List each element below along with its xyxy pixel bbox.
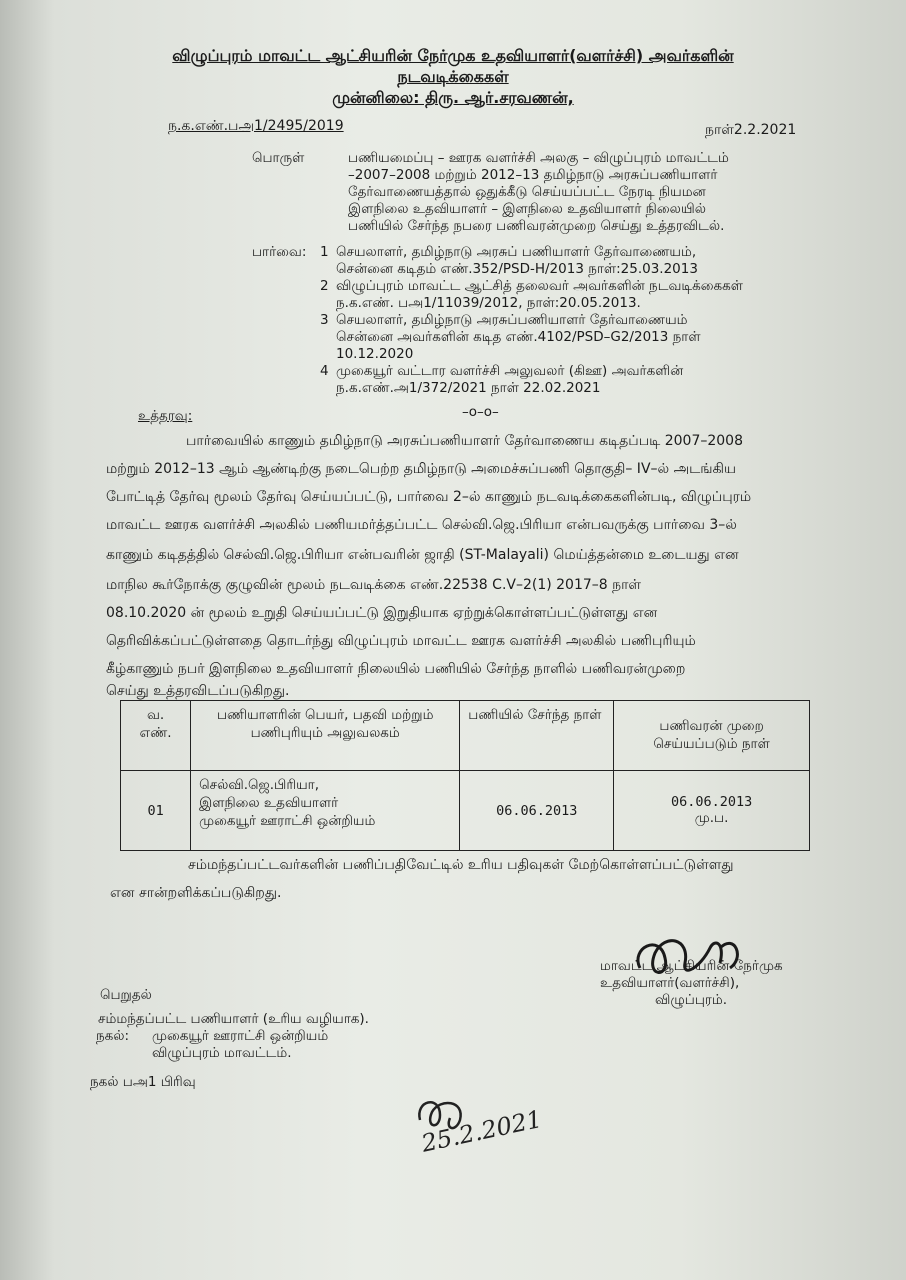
header-serial: வ. எண். bbox=[121, 701, 191, 771]
subject-text: பணியமைப்பு – ஊரக வளர்ச்சி அலகு – விழுப்புரம் மாவட்டம் –2007–2008 மற்றும் 2012–13 தமிழ்நாடு அரசுப்பணியாளர் தேர்வாணையத்தால் ஒதுக்கீடு செய்யப்பட்ட நேரடி நியமன இளநிலை உதவியாளர் – இளநிலை உதவியாளர் நிலையில் பணியில் சேர்ந்த நபரை பணிவரன்முறை செய்து உத்தரவிடல். bbox=[348, 150, 729, 234]
reference-list bbox=[320, 244, 743, 397]
reference-number: ந.க.எண்.பஅ1/2495/2019 bbox=[168, 118, 344, 134]
separator: –o–o– bbox=[462, 404, 499, 420]
cell-regularised: 06.06.2013 மு.ப. bbox=[614, 771, 810, 851]
order-paragraph-line: 08.10.2020 ன் மூலம் உறுதி செய்யப்பட்டு இறுதியாக ஏற்றுக்கொள்ளப்பட்டுள்ளது என bbox=[106, 605, 658, 621]
header-joined: பணியில் சேர்ந்த நாள் bbox=[460, 701, 614, 771]
references-label: பார்வை: bbox=[252, 244, 307, 260]
signatory-block: மாவட்ட ஆட்சியரின் நேர்முக உதவியாளர்(வளர்ச்சி), விழுப்புரம். bbox=[600, 958, 783, 1008]
reference-item: 3 செயலாளர், தமிழ்நாடு அரசுப்பணியாளர் தேர்வாணையம் சென்னை அவர்களின் கடித எண்.4102/PSD–G2/2013 நாள் 10.12.2020 bbox=[320, 312, 701, 362]
reference-item: 4 முகையூர் வட்டார வளர்ச்சி அலுவலர் (கிஊ) அவர்களின் ந.க.எண்.அ1/372/2021 நாள் 22.02.2021 bbox=[320, 363, 684, 396]
reference-item: 2 விழுப்புரம் மாவட்ட ஆட்சித் தலைவர் அவர்களின் நடவடிக்கைகள் ந.க.எண். பஅ1/11039/2012, நாள்:20.05.2013. bbox=[320, 278, 743, 311]
certification-line: என சான்றளிக்கப்படுகிறது. bbox=[110, 885, 282, 901]
header-title: விழுப்புரம் மாவட்ட ஆட்சியரின் நேர்முக உதவியாளர்(வளர்ச்சி) அவர்களின் bbox=[172, 46, 734, 65]
subject-label: பொருள் bbox=[252, 150, 305, 166]
handwritten-date: 25.2.2021 bbox=[419, 1104, 545, 1158]
header-presiding: முன்னிலை: திரு. ஆர்.சரவணன், bbox=[332, 88, 574, 107]
order-paragraph-line: மாநில கூர்நோக்கு குழுவின் மூலம் நடவடிக்கை எண்.22538 C.V–2(1) 2017–8 நாள் bbox=[106, 577, 642, 593]
order-label: உத்தரவு: bbox=[138, 408, 193, 424]
header-subtitle: நடவடிக்கைகள் bbox=[397, 67, 509, 86]
copy-label: நகல்: bbox=[96, 1028, 130, 1044]
order-paragraph-line: மாவட்ட ஊரக வளர்ச்சி அலகில் பணியமர்த்தப்பட்ட செல்வி.ஜெ.பிரியா என்பவருக்கு பார்வை 3–ல் bbox=[106, 517, 737, 533]
cell-name: செல்வி.ஜெ.பிரியா, இளநிலை உதவியாளர் முகையூர் ஊராட்சி ஒன்றியம் bbox=[191, 771, 460, 851]
header-regularised: பணிவரன் முறை செய்யப்படும் நாள் bbox=[614, 701, 810, 771]
office-copy: நகல் பஅ1 பிரிவு bbox=[90, 1074, 196, 1090]
header-name: பணியாளரின் பெயர், பதவி மற்றும் பணிபுரியும் அலுவலகம் bbox=[191, 701, 460, 771]
table-row bbox=[121, 771, 810, 851]
table-header-row bbox=[121, 701, 810, 771]
cell-serial: 01 bbox=[121, 771, 191, 851]
order-paragraph-line: பார்வையில் காணும் தமிழ்நாடு அரசுப்பணியாளர் தேர்வாணைய கடிதப்படி 2007–2008 bbox=[186, 433, 743, 449]
cell-joined: 06.06.2013 bbox=[460, 771, 614, 851]
reference-item: 1 செயலாளர், தமிழ்நாடு அரசுப் பணியாளர் தேர்வாணையம், சென்னை கடிதம் எண்.352/PSD-H/2013 நாள்:25.03.2013 bbox=[320, 244, 698, 277]
regularisation-table bbox=[120, 700, 810, 851]
order-paragraph-line: செய்து உத்தரவிடப்படுகிறது. bbox=[106, 683, 290, 699]
order-paragraph-line: காணும் கடிதத்தில் செல்வி.ஜெ.பிரியா என்பவரின் ஜாதி (ST-Malayali) மெய்த்தன்மை உடையது என bbox=[106, 547, 739, 563]
order-paragraph-line: தெரிவிக்கப்பட்டுள்ளதை தொடர்ந்து விழுப்புரம் மாவட்ட ஊரக வளர்ச்சி அலகில் பணிபுரியும் bbox=[106, 633, 696, 649]
order-paragraph-line: மற்றும் 2012–13 ஆம் ஆண்டிற்கு நடைபெற்ற தமிழ்நாடு அமைச்சுப்பணி தொகுதி– IV–ல் அடங்கிய bbox=[106, 461, 737, 477]
certification-line: சம்மந்தப்பட்டவர்களின் பணிப்பதிவேட்டில் உரிய பதிவுகள் மேற்கொள்ளப்பட்டுள்ளது bbox=[188, 857, 734, 873]
recipient-label: பெறுதல் bbox=[100, 987, 152, 1003]
order-date: நாள்2.2.2021 bbox=[705, 122, 797, 138]
recipient-line: சம்மந்தப்பட்ட பணியாளர் (உரிய வழியாக). bbox=[98, 1011, 369, 1027]
copy-list: முகையூர் ஊராட்சி ஒன்றியம் விழுப்புரம் மாவட்டம். bbox=[152, 1028, 329, 1061]
order-paragraph-line: போட்டித் தேர்வு மூலம் தேர்வு செய்யப்பட்டு, பார்வை 2–ல் காணும் நடவடிக்கைகளின்படி, விழுப்புரம் bbox=[106, 489, 752, 505]
order-paragraph-line: கீழ்காணும் நபர் இளநிலை உதவியாளர் நிலையில் பணியில் சேர்ந்த நாளில் பணிவரன்முறை bbox=[106, 661, 686, 677]
